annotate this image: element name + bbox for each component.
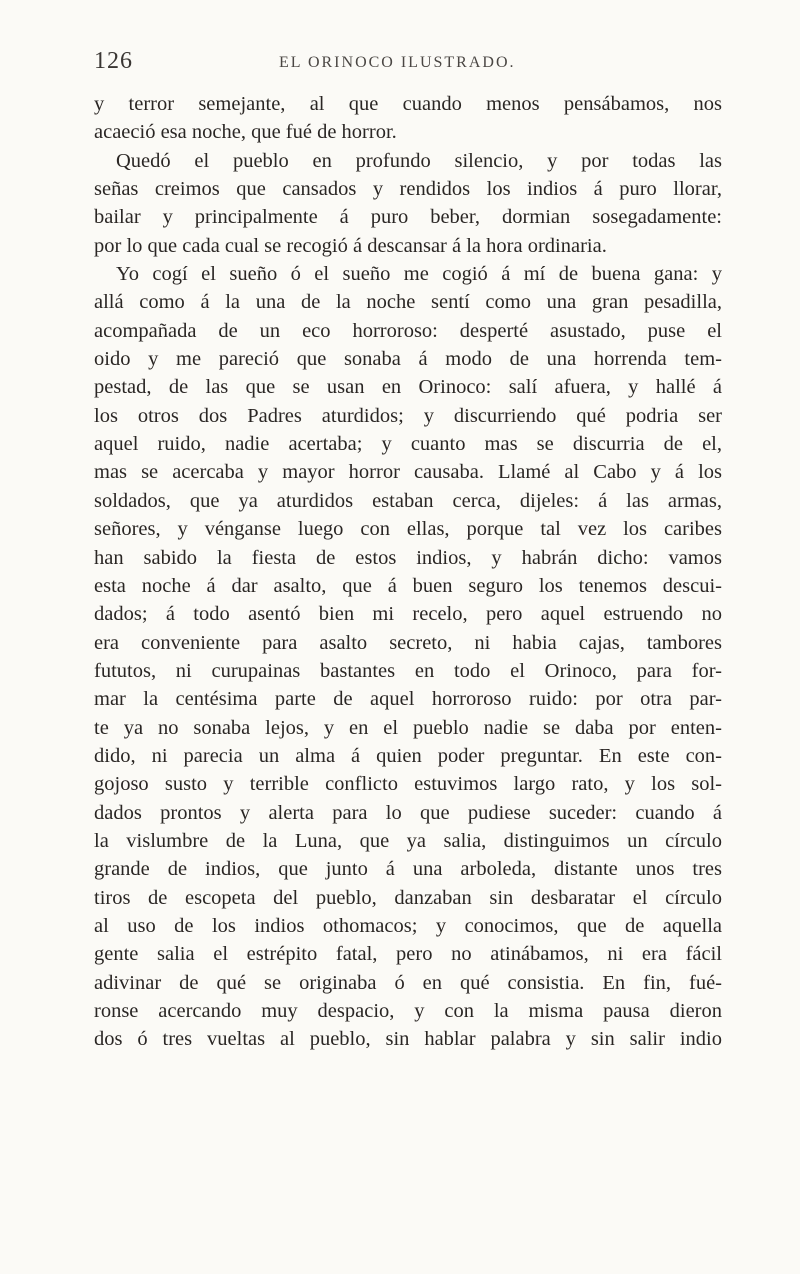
text-line: dos ó tres vueltas al pueblo, sin hablar palabra y sin salir indio (94, 1028, 722, 1051)
text-line: esta noche á dar asalto, que á buen seguro los tenemos descui- (94, 574, 722, 597)
body-text (94, 90, 722, 1054)
text-line: mar la centésima parte de aquel horroroso ruido: por otra par- (94, 688, 722, 711)
text-line: grande de indios, que junto á una arboleda, distante unos tres (94, 858, 722, 881)
text-line: pestad, de las que se usan en Orinoco: salí afuera, y hallé á (94, 376, 722, 399)
text-line: acompañada de un eco horroroso: desperté asustado, puse el (94, 319, 722, 342)
text-line: los otros dos Padres aturdidos; y discurriendo qué podria ser (94, 404, 722, 427)
text-line: era conveniente para asalto secreto, ni habia cajas, tambores (94, 631, 722, 654)
page-header (84, 48, 724, 82)
text-line: gojoso susto y terrible conflicto estuvimos largo rato, y los sol- (94, 773, 722, 796)
text-line: dados; á todo asentó bien mi recelo, pero aquel estruendo no (94, 603, 722, 626)
text-line: mas se acercaba y mayor horror causaba. Llamé al Cabo y á los (94, 461, 722, 484)
text-line: y terror semejante, al que cuando menos pensábamos, nos (94, 93, 722, 115)
text-line: dados prontos y alerta para lo que pudiese suceder: cuando á (94, 801, 722, 824)
text-line: Yo cogí el sueño ó el sueño me cogió á mí de buena gana: y (116, 263, 722, 286)
text-line: adivinar de qué se originaba ó en qué consistia. En fin, fué- (94, 971, 722, 994)
running-title: EL ORINOCO ILUSTRADO. (279, 54, 516, 71)
text-line: oido y me pareció que sonaba á modo de una horrenda tem- (94, 348, 722, 371)
text-line: fututos, ni curupainas bastantes en todo el Orinoco, para for- (94, 659, 722, 682)
text-line: aquel ruido, nadie acertaba; y cuanto mas se discurria de el, (94, 433, 722, 456)
text-line: soldados, que ya aturdidos estaban cerca, dijeles: á las armas, (94, 489, 722, 512)
text-line: tiros de escopeta del pueblo, danzaban sin desbaratar el círculo (94, 886, 722, 909)
text-line: señas creimos que cansados y rendidos los indios á puro llorar, (94, 178, 722, 201)
text-line: ronse acercando muy despacio, y con la misma pausa dieron (94, 1000, 722, 1022)
text-line: Quedó el pueblo en profundo silencio, y por todas las (116, 149, 722, 172)
text-line: bailar y principalmente á puro beber, dormian sosegadamente: (94, 206, 722, 229)
text-line: señores, y vénganse luego con ellas, porque tal vez los caribes (94, 518, 722, 541)
text-line: al uso de los indios othomacos; y conocimos, que de aquella (94, 914, 722, 937)
page-number: 126 (94, 48, 133, 74)
text-line: gente salia el estrépito fatal, pero no atinábamos, ni era fácil (94, 943, 722, 966)
text-line: la vislumbre de la Luna, que ya salia, distinguimos un círculo (94, 829, 722, 852)
text-line: han sabido la fiesta de estos indios, y habrán dicho: vamos (94, 546, 722, 569)
text-line: dido, ni parecia un alma á quien poder preguntar. En este con- (94, 744, 722, 767)
text-line: acaeció esa noche, que fué de horror. (94, 121, 397, 144)
text-line: te ya no sonaba lejos, y en el pueblo nadie se daba por enten- (94, 716, 722, 739)
text-line: por lo que cada cual se recogió á descansar á la hora ordinaria. (94, 234, 607, 257)
text-line: allá como á la una de la noche sentí como una gran pesadilla, (94, 291, 722, 314)
